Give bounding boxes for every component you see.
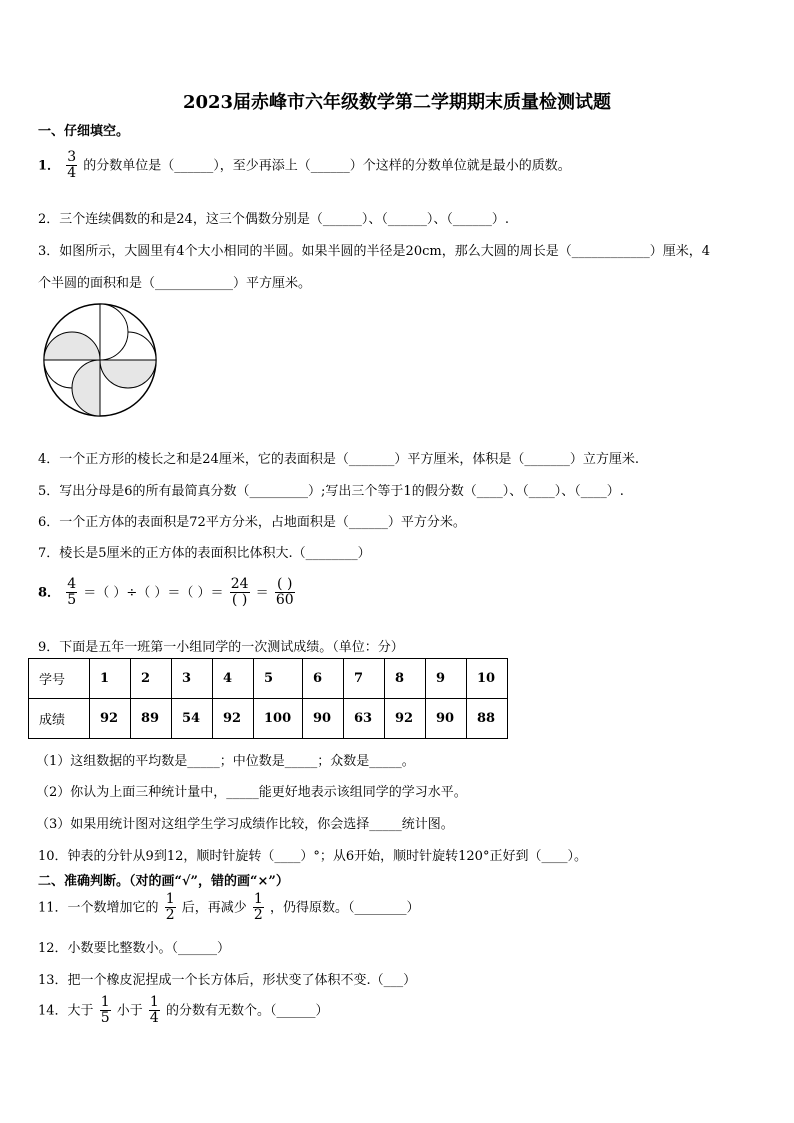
page-title: 2023届赤峰市六年级数学第二学期期末质量检测试题 (182, 92, 612, 113)
table-cell: 100 (254, 699, 303, 739)
circle-semicircles-figure (40, 300, 160, 420)
question-text: 的分数有无数个。（______） (165, 1003, 329, 1019)
table-cell: 10 (467, 659, 508, 699)
question-text: 后，再减少 (181, 900, 247, 916)
question-7: 7．棱长是5厘米的正方体的表面积比体积大.（________） (38, 546, 371, 561)
question-text: ，仍得原数。（________） (269, 900, 420, 916)
question-number: 1． (38, 158, 61, 174)
table-row (29, 659, 508, 699)
question-8 (38, 577, 297, 609)
table-cell: 63 (344, 699, 385, 739)
question-11 (38, 892, 419, 924)
question-text: 的分数单位是（______），至少再添上（______）个这样的分数单位就是最小的质数。 (83, 158, 571, 174)
table-cell: 7 (344, 659, 385, 699)
table-cell: 88 (467, 699, 508, 739)
row-label: 成绩 (29, 699, 90, 739)
fraction-1-4: $\frac{1}{4}$ (149, 994, 159, 1027)
question-10: 10．钟表的分针从9到12，顺时针旋转（____）°；从6开始，顺时针旋转120°正好到（____）。 (38, 849, 587, 864)
question-5: 5．写出分母是6的所有最简真分数（_________）;写出三个等于1的假分数（____）、（____）、（____）. (38, 484, 624, 499)
fraction-blank-60: $\frac{( )}{60}$ (275, 576, 294, 609)
table-cell: 92 (385, 699, 426, 739)
section-heading-2: 二、准确判断。（对的画“√”，错的画“×”） (38, 874, 289, 889)
fraction-3-4: $\frac{3}{4}$ (67, 149, 77, 182)
question-2: 2．三个连续偶数的和是24，这三个偶数分别是（______）、（______）、（______）. (38, 212, 509, 227)
table-cell: 3 (172, 659, 213, 699)
question-3-line-2: 个半圆的面积和是（____________）平方厘米。 (38, 276, 312, 291)
equation-middle: ＝（ ）÷（ ）＝（ ）＝ (83, 585, 224, 601)
question-14 (38, 995, 328, 1027)
table-cell: 90 (303, 699, 344, 739)
table-cell: 6 (303, 659, 344, 699)
question-13: 13．把一个橡皮泥捏成一个长方体后，形状变了体积不变.（___） (38, 973, 417, 988)
table-cell: 89 (131, 699, 172, 739)
fraction-1-2: $\frac{1}{2}$ (253, 891, 263, 924)
row-label: 学号 (29, 659, 90, 699)
section-heading-1: 一、仔细填空。 (38, 124, 130, 139)
question-number: 8． (38, 585, 61, 601)
question-1 (38, 150, 571, 182)
table-cell: 92 (213, 699, 254, 739)
table-cell: 1 (90, 659, 131, 699)
table-cell: 8 (385, 659, 426, 699)
question-text: 11．一个数增加它的 (38, 900, 159, 916)
question-9-intro: 9．下面是五年一班第一小组同学的一次测试成绩。（单位：分） (38, 640, 404, 655)
question-12: 12．小数要比整数小。（______） (38, 941, 231, 956)
table-cell: 54 (172, 699, 213, 739)
scores-table (28, 658, 508, 739)
fraction-4-5: $\frac{4}{5}$ (67, 576, 77, 609)
fraction-1-2: $\frac{1}{2}$ (165, 891, 175, 924)
question-6: 6．一个正方体的表面积是72平方分米，占地面积是（______）平方分米。 (38, 515, 466, 530)
fraction-24-blank: $\frac{24}{( )}$ (230, 576, 249, 609)
question-9-sub-3: （3）如果用统计图对这组学生学习成绩作比较，你会选择_____统计图。 (36, 817, 454, 832)
table-cell: 4 (213, 659, 254, 699)
question-9-sub-2: （2）你认为上面三种统计量中，_____能更好地表示该组同学的学习水平。 (36, 785, 467, 800)
table-cell: 92 (90, 699, 131, 739)
question-4: 4．一个正方形的棱长之和是24厘米，它的表面积是（_______）平方厘米，体积是（_______）立方厘米. (38, 452, 639, 467)
table-row (29, 699, 508, 739)
question-3-line-1: 3．如图所示，大圆里有4个大小相同的半圆。如果半圆的半径是20cm，那么大圆的周长是（____________）厘米，4 (38, 244, 710, 259)
question-text: 小于 (116, 1003, 143, 1019)
table-cell: 9 (426, 659, 467, 699)
question-text: 14．大于 (38, 1003, 94, 1019)
fraction-1-5: $\frac{1}{5}$ (100, 994, 110, 1027)
table-cell: 5 (254, 659, 303, 699)
table-cell: 90 (426, 699, 467, 739)
table-cell: 2 (131, 659, 172, 699)
question-9-sub-1: （1）这组数据的平均数是_____；中位数是_____；众数是_____。 (36, 754, 415, 769)
equals-sign: ＝ (255, 585, 269, 601)
